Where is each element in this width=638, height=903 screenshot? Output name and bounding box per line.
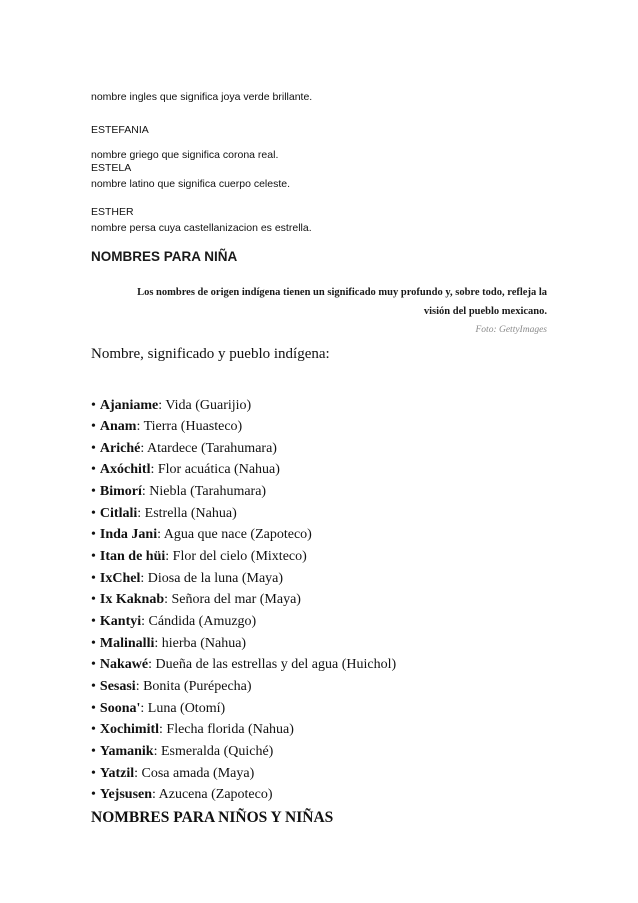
bullet-icon: • — [91, 614, 96, 630]
list-item — [91, 503, 396, 525]
list-item — [91, 438, 396, 460]
name-meaning: : Flor del cielo (Mixteco) — [165, 549, 307, 565]
bullet-icon: • — [91, 744, 96, 759]
meaning-line: nombre latino que significa cuerpo celeste. — [91, 178, 291, 190]
name-meaning: : Agua que nace (Zapoteco) — [157, 527, 312, 543]
list-item — [91, 654, 396, 676]
name-meaning: : Atardece (Tarahumara) — [140, 440, 277, 456]
name-term: Yatzil — [99, 765, 135, 781]
section-heading-2: NOMBRES PARA NIÑOS Y NIÑAS — [91, 809, 334, 826]
section-heading: NOMBRES PARA NIÑA — [91, 249, 238, 264]
name-term: Bimorí — [99, 484, 142, 500]
list-item — [91, 741, 396, 763]
bullet-icon: • — [91, 787, 96, 803]
meaning-line: nombre persa cuya castellanizacion es estrella. — [91, 222, 312, 234]
bullet-icon: • — [91, 462, 96, 478]
photo-caption-line: Los nombres de origen indígena tienen un significado muy profundo y, sobre todo, refleja la — [137, 287, 547, 298]
bullet-icon: • — [91, 419, 96, 435]
name-meaning: : Tierra (Huasteco) — [136, 419, 243, 435]
name-meaning: : hierba (Nahua) — [154, 635, 247, 651]
name-meaning: : Cándida (Amuzgo) — [141, 614, 257, 630]
photo-caption-line: visión del pueblo mexicano. — [423, 306, 547, 317]
name-term: Axóchitl — [99, 462, 151, 478]
list-item — [91, 416, 396, 438]
meaning-line: nombre ingles que significa joya verde brillante. — [91, 91, 313, 103]
name-meaning: : Esmeralda (Quiché) — [153, 744, 274, 759]
name-term: Xochimitl — [99, 722, 160, 738]
list-item — [91, 481, 396, 503]
bullet-icon: • — [91, 440, 96, 456]
bullet-icon: • — [91, 635, 96, 651]
name-term: Sesasi — [99, 679, 136, 695]
list-item — [91, 763, 396, 785]
list-item — [91, 676, 396, 698]
list-item — [91, 589, 396, 611]
list-item — [91, 698, 396, 720]
name-term: Ajaniame — [99, 397, 159, 413]
name-term: Yamanik — [99, 744, 154, 759]
bullet-icon: • — [91, 657, 96, 673]
bullet-icon: • — [91, 592, 96, 608]
name-entry: ESTHER — [91, 206, 134, 218]
name-meaning: : Niebla (Tarahumara) — [141, 484, 267, 500]
bullet-icon: • — [91, 505, 96, 521]
name-term: Anam — [99, 419, 137, 435]
name-meaning: : Flor acuática (Nahua) — [150, 462, 280, 478]
name-entry: ESTELA — [91, 162, 132, 174]
bullet-icon: • — [91, 722, 96, 738]
name-term: Malinalli — [99, 635, 155, 651]
name-meaning: : Cosa amada (Maya) — [134, 765, 255, 781]
name-meaning: : Luna (Otomí) — [140, 700, 226, 716]
bullet-icon: • — [91, 765, 96, 781]
name-meaning: : Bonita (Purépecha) — [135, 679, 252, 695]
list-item — [91, 611, 396, 633]
name-term: Nakawé — [99, 657, 149, 673]
name-term: Ix Kaknab — [99, 592, 165, 608]
name-meaning: : Vida (Guarijio) — [158, 397, 252, 413]
list-item — [91, 568, 396, 590]
names-list — [91, 395, 396, 806]
name-meaning: : Dueña de las estrellas y del agua (Huichol) — [148, 657, 397, 673]
bullet-icon: • — [91, 484, 96, 500]
name-meaning: : Estrella (Nahua) — [137, 505, 237, 521]
bullet-icon: • — [91, 700, 96, 716]
list-item — [91, 719, 396, 741]
bullet-icon: • — [91, 679, 96, 695]
bullet-icon: • — [91, 397, 96, 413]
name-term: Ariché — [99, 440, 141, 456]
bullet-icon: • — [91, 549, 96, 565]
name-term: Itan de hüi — [99, 549, 166, 565]
name-term: Kantyi — [99, 614, 142, 630]
name-meaning: : Diosa de la luna (Maya) — [140, 570, 284, 586]
list-item — [91, 395, 396, 417]
list-item — [91, 633, 396, 655]
bullet-icon: • — [91, 570, 96, 586]
name-meaning: : Azucena (Zapoteco) — [152, 787, 273, 803]
name-term: IxChel — [99, 570, 141, 586]
name-term: Inda Jani — [99, 527, 158, 543]
photo-credit: Foto: GettyImages — [475, 325, 547, 335]
name-term: Citlali — [99, 505, 138, 521]
list-intro: Nombre, significado y pueblo indígena: — [91, 346, 330, 362]
meaning-line: nombre griego que significa corona real. — [91, 149, 279, 161]
list-item — [91, 459, 396, 481]
bullet-icon: • — [91, 527, 96, 543]
name-meaning: : Señora del mar (Maya) — [164, 592, 301, 608]
name-entry: ESTEFANIA — [91, 124, 149, 136]
list-item — [91, 524, 396, 546]
list-item — [91, 546, 396, 568]
name-term: Soona' — [99, 700, 141, 716]
name-meaning: : Flecha florida (Nahua) — [159, 722, 294, 738]
name-term: Yejsusen — [99, 787, 153, 803]
list-item — [91, 784, 396, 806]
